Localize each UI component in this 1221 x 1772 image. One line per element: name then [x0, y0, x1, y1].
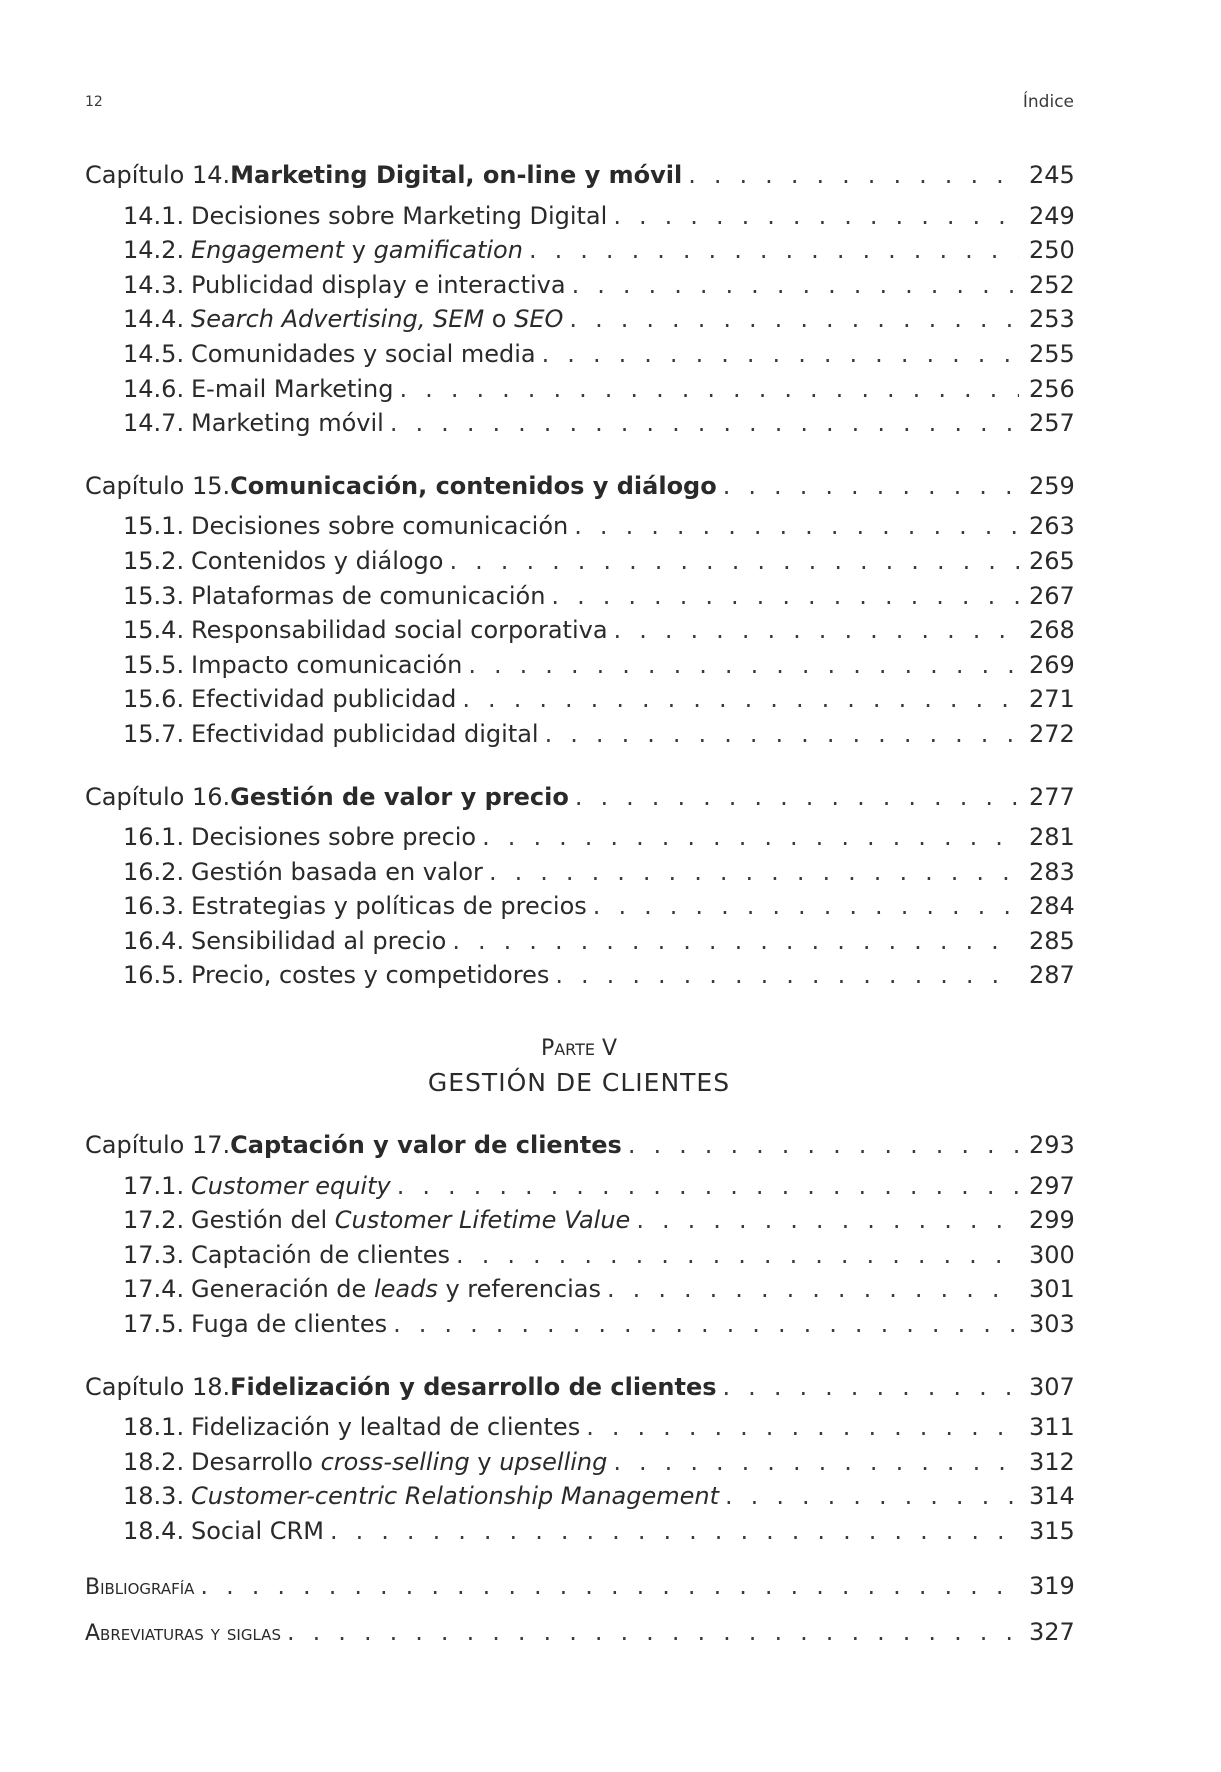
page-ref: 255 [1029, 339, 1075, 368]
dot-leader [545, 717, 1019, 752]
section-number: 14.3. [123, 270, 185, 299]
dot-leader [400, 372, 1020, 407]
section-number: 16.1. [123, 823, 185, 852]
dot-leader [725, 1479, 1019, 1514]
page-ref: 327 [1029, 1618, 1075, 1647]
section-14-7-entry[interactable] [85, 406, 1073, 441]
chapter-title: Fidelización y desarrollo de clientes [230, 1372, 717, 1401]
section-number: 18.3. [123, 1482, 185, 1511]
section-17-2-entry[interactable] [85, 1203, 1073, 1238]
section-number: 15.3. [123, 581, 185, 610]
section-number: 14.6. [123, 374, 185, 403]
section-number: 16.5. [123, 961, 185, 990]
chapter-prefix: Capítulo 17. [85, 1131, 231, 1160]
section-title: Contenidos y diálogo [191, 546, 444, 575]
dot-leader [542, 337, 1019, 372]
dot-leader [482, 820, 1019, 855]
backmatter-title: Abreviaturas y siglas [85, 1621, 281, 1647]
section-15-2-entry[interactable] [85, 544, 1073, 579]
chapter-prefix: Capítulo 16. [85, 782, 231, 811]
section-18-3-entry[interactable] [85, 1479, 1073, 1514]
section-title-connector: o [484, 305, 515, 334]
section-title: Decisiones sobre comunicación [191, 512, 569, 541]
part-title: GESTIÓN DE CLIENTES [427, 1068, 731, 1098]
page-ref: 271 [1029, 685, 1075, 714]
page-ref: 259 [1029, 471, 1075, 500]
page-ref: 297 [1029, 1171, 1075, 1200]
section-title: Impacto comunicación [191, 650, 463, 679]
section-number: 18.4. [123, 1517, 185, 1545]
section-14-3-entry[interactable] [85, 268, 1073, 303]
page-number: 12 [85, 94, 103, 110]
section-title-italic: gamification [373, 236, 523, 265]
section-number: 17.3. [123, 1240, 185, 1269]
dot-leader [574, 509, 1019, 544]
section-15-4-entry[interactable] [85, 613, 1073, 648]
section-16-2-entry[interactable] [85, 855, 1073, 890]
chapter-16-entry[interactable] [85, 780, 1073, 815]
page-ref: 299 [1029, 1206, 1075, 1235]
section-number: 18.1. [123, 1413, 185, 1442]
page-ref: 263 [1029, 512, 1075, 541]
dot-leader [330, 1514, 1019, 1549]
section-14-4-entry[interactable] [85, 302, 1073, 337]
section-title: Desarrollo [191, 1447, 321, 1476]
dot-leader [688, 158, 1019, 193]
page-ref: 300 [1029, 1240, 1075, 1269]
section-number: 15.4. [123, 616, 185, 645]
chapter-18-entry[interactable] [85, 1370, 1073, 1405]
page-ref: 281 [1029, 823, 1075, 852]
dot-leader [468, 648, 1019, 683]
dot-leader [613, 1445, 1019, 1480]
section-15-1-entry[interactable] [85, 509, 1073, 544]
dot-leader [462, 682, 1019, 717]
dot-leader [614, 613, 1019, 648]
page-ref: 293 [1029, 1131, 1075, 1160]
dot-leader [613, 199, 1019, 234]
page-ref: 245 [1029, 161, 1075, 189]
running-head-section: Índice [1022, 92, 1074, 112]
section-14-5-entry[interactable] [85, 337, 1073, 372]
page-ref: 311 [1029, 1413, 1075, 1442]
section-number: 16.2. [123, 857, 185, 886]
page-ref: 284 [1029, 892, 1075, 921]
section-title: Generación de [191, 1275, 374, 1304]
page-ref: 253 [1029, 305, 1075, 334]
section-title-italic: cross-selling [320, 1447, 470, 1476]
section-title-italic: Search Advertising, SEM [191, 305, 485, 334]
abbreviations-entry[interactable] [85, 1615, 1073, 1650]
dot-leader [397, 1169, 1019, 1204]
section-14-6-entry[interactable] [85, 372, 1073, 407]
section-15-6-entry[interactable] [85, 682, 1073, 717]
section-number: 14.1. [123, 201, 185, 230]
page-ref: 268 [1029, 616, 1075, 645]
section-title: Marketing móvil [191, 409, 384, 438]
part-heading [85, 1033, 1073, 1100]
page-ref: 257 [1029, 409, 1075, 438]
section-15-3-entry[interactable] [85, 579, 1073, 614]
dot-leader [575, 780, 1019, 815]
page-ref: 301 [1029, 1275, 1075, 1304]
section-number: 17.5. [123, 1310, 185, 1339]
section-title: Efectividad publicidad digital [191, 719, 539, 748]
page-ref: 256 [1029, 374, 1075, 403]
section-title: Decisiones sobre precio [191, 823, 477, 852]
section-title: Publicidad display e interactiva [191, 270, 566, 299]
section-title: Comunidades y social media [191, 339, 536, 368]
section-title: Social CRM [191, 1517, 324, 1545]
dot-leader [393, 1307, 1019, 1342]
section-number: 18.2. [123, 1447, 185, 1476]
page-ref: 319 [1029, 1571, 1075, 1600]
dot-leader [489, 855, 1019, 890]
section-number: 15.5. [123, 650, 185, 679]
section-16-5-entry[interactable] [85, 958, 1073, 993]
section-title: Precio, costes y competidores [191, 961, 550, 990]
page-ref: 287 [1029, 961, 1075, 990]
dot-leader [452, 924, 1019, 959]
section-title-connector: y [344, 236, 374, 265]
section-title: Fuga de clientes [191, 1310, 388, 1339]
section-title-italic: Engagement [191, 236, 345, 265]
section-title-italic: SEO [514, 305, 564, 334]
section-number: 17.1. [123, 1171, 185, 1200]
dot-leader [555, 958, 1019, 993]
section-title-connector: y [469, 1447, 500, 1476]
section-title-italic: leads [373, 1275, 438, 1304]
section-title: Sensibilidad al precio [191, 926, 447, 955]
section-15-5-entry[interactable] [85, 648, 1073, 683]
section-18-2-entry[interactable] [85, 1445, 1073, 1480]
section-title-italic: upselling [499, 1447, 608, 1476]
section-18-1-entry[interactable] [85, 1410, 1073, 1445]
page-ref: 277 [1029, 782, 1075, 811]
dot-leader [551, 579, 1019, 614]
page-ref: 314 [1029, 1482, 1075, 1511]
dot-leader [593, 889, 1019, 924]
section-number: 14.5. [123, 339, 185, 368]
page-ref: 250 [1029, 236, 1075, 265]
section-title: Estrategias y políticas de precios [191, 892, 587, 921]
section-15-7-entry[interactable] [85, 717, 1073, 752]
dot-leader [287, 1615, 1019, 1650]
page-ref: 252 [1029, 270, 1075, 299]
section-title: y referencias [437, 1275, 601, 1304]
chapter-title: Marketing Digital, on-line y móvil [230, 161, 683, 189]
dot-leader [449, 544, 1019, 579]
page-ref: 265 [1029, 546, 1075, 575]
section-number: 16.4. [123, 926, 185, 955]
chapter-prefix: Capítulo 15. [85, 471, 231, 500]
section-18-4-entry[interactable] [85, 1514, 1073, 1549]
dot-leader [636, 1203, 1019, 1238]
section-number: 17.2. [123, 1206, 185, 1235]
section-title: E-mail Marketing [191, 374, 394, 403]
chapter-title: Comunicación, contenidos y diálogo [230, 471, 717, 500]
section-title: Responsabilidad social corporativa [191, 616, 608, 645]
dot-leader [200, 1569, 1019, 1604]
bibliography-entry[interactable] [85, 1569, 1073, 1604]
section-16-3-entry[interactable] [85, 889, 1073, 924]
part-label: PARTE V [540, 1036, 618, 1062]
section-17-3-entry[interactable] [85, 1238, 1073, 1273]
section-title: Plataformas de comunicación [191, 581, 546, 610]
table-of-contents [85, 158, 1073, 1650]
section-title: Fidelización y lealtad de clientes [191, 1413, 581, 1442]
section-title: Decisiones sobre Marketing Digital [191, 201, 608, 230]
dot-leader [586, 1410, 1019, 1445]
section-number: 15.6. [123, 685, 185, 714]
dot-leader [569, 302, 1019, 337]
chapter-15-entry[interactable] [85, 469, 1073, 504]
page-ref: 307 [1029, 1372, 1075, 1401]
section-number: 15.2. [123, 546, 185, 575]
section-title-italic: Customer-centric Relationship Management [191, 1482, 719, 1511]
page-ref: 283 [1029, 857, 1075, 886]
section-number: 14.4. [123, 305, 185, 334]
section-17-5-entry[interactable] [85, 1307, 1073, 1342]
dot-leader [723, 469, 1019, 504]
backmatter-title: Bibliografía [85, 1574, 195, 1600]
section-number: 17.4. [123, 1275, 185, 1304]
page-ref: 267 [1029, 581, 1075, 610]
section-number: 14.2. [123, 236, 185, 265]
section-14-2-entry[interactable] [85, 233, 1073, 268]
section-16-1-entry[interactable] [85, 820, 1073, 855]
section-number: 16.3. [123, 892, 185, 921]
section-number: 15.7. [123, 719, 185, 748]
dot-leader [607, 1272, 1019, 1307]
page-ref: 272 [1029, 719, 1075, 748]
section-14-1-entry[interactable] [85, 199, 1073, 234]
section-title-italic: Customer Lifetime Value [334, 1206, 631, 1235]
chapter-title: Gestión de valor y precio [230, 782, 569, 811]
dot-leader [723, 1370, 1019, 1405]
section-16-4-entry[interactable] [85, 924, 1073, 959]
page-ref: 249 [1029, 201, 1075, 230]
dot-leader [628, 1128, 1019, 1163]
dot-leader [456, 1238, 1019, 1273]
section-title: Efectividad publicidad [191, 685, 457, 714]
section-title: Captación de clientes [191, 1240, 451, 1269]
section-title: Gestión basada en valor [191, 857, 483, 886]
chapter-prefix: Capítulo 14. [85, 161, 231, 189]
section-title: Gestión del [191, 1206, 335, 1235]
dot-leader [572, 268, 1019, 303]
running-head [0, 92, 1221, 116]
section-number: 15.1. [123, 512, 185, 541]
chapter-14-entry[interactable] [85, 158, 1073, 193]
section-number: 14.7. [123, 409, 185, 438]
page-ref: 315 [1029, 1517, 1075, 1545]
chapter-prefix: Capítulo 18. [85, 1372, 231, 1401]
chapter-title: Captación y valor de clientes [230, 1131, 622, 1160]
dot-leader [529, 233, 1019, 268]
dot-leader [390, 406, 1019, 441]
section-17-1-entry[interactable] [85, 1169, 1073, 1204]
chapter-17-entry[interactable] [85, 1128, 1073, 1163]
section-17-4-entry[interactable] [85, 1272, 1073, 1307]
page-ref: 312 [1029, 1447, 1075, 1476]
section-title-italic: Customer equity [191, 1171, 391, 1200]
page-ref: 303 [1029, 1310, 1075, 1339]
page-ref: 269 [1029, 650, 1075, 679]
page-ref: 285 [1029, 926, 1075, 955]
